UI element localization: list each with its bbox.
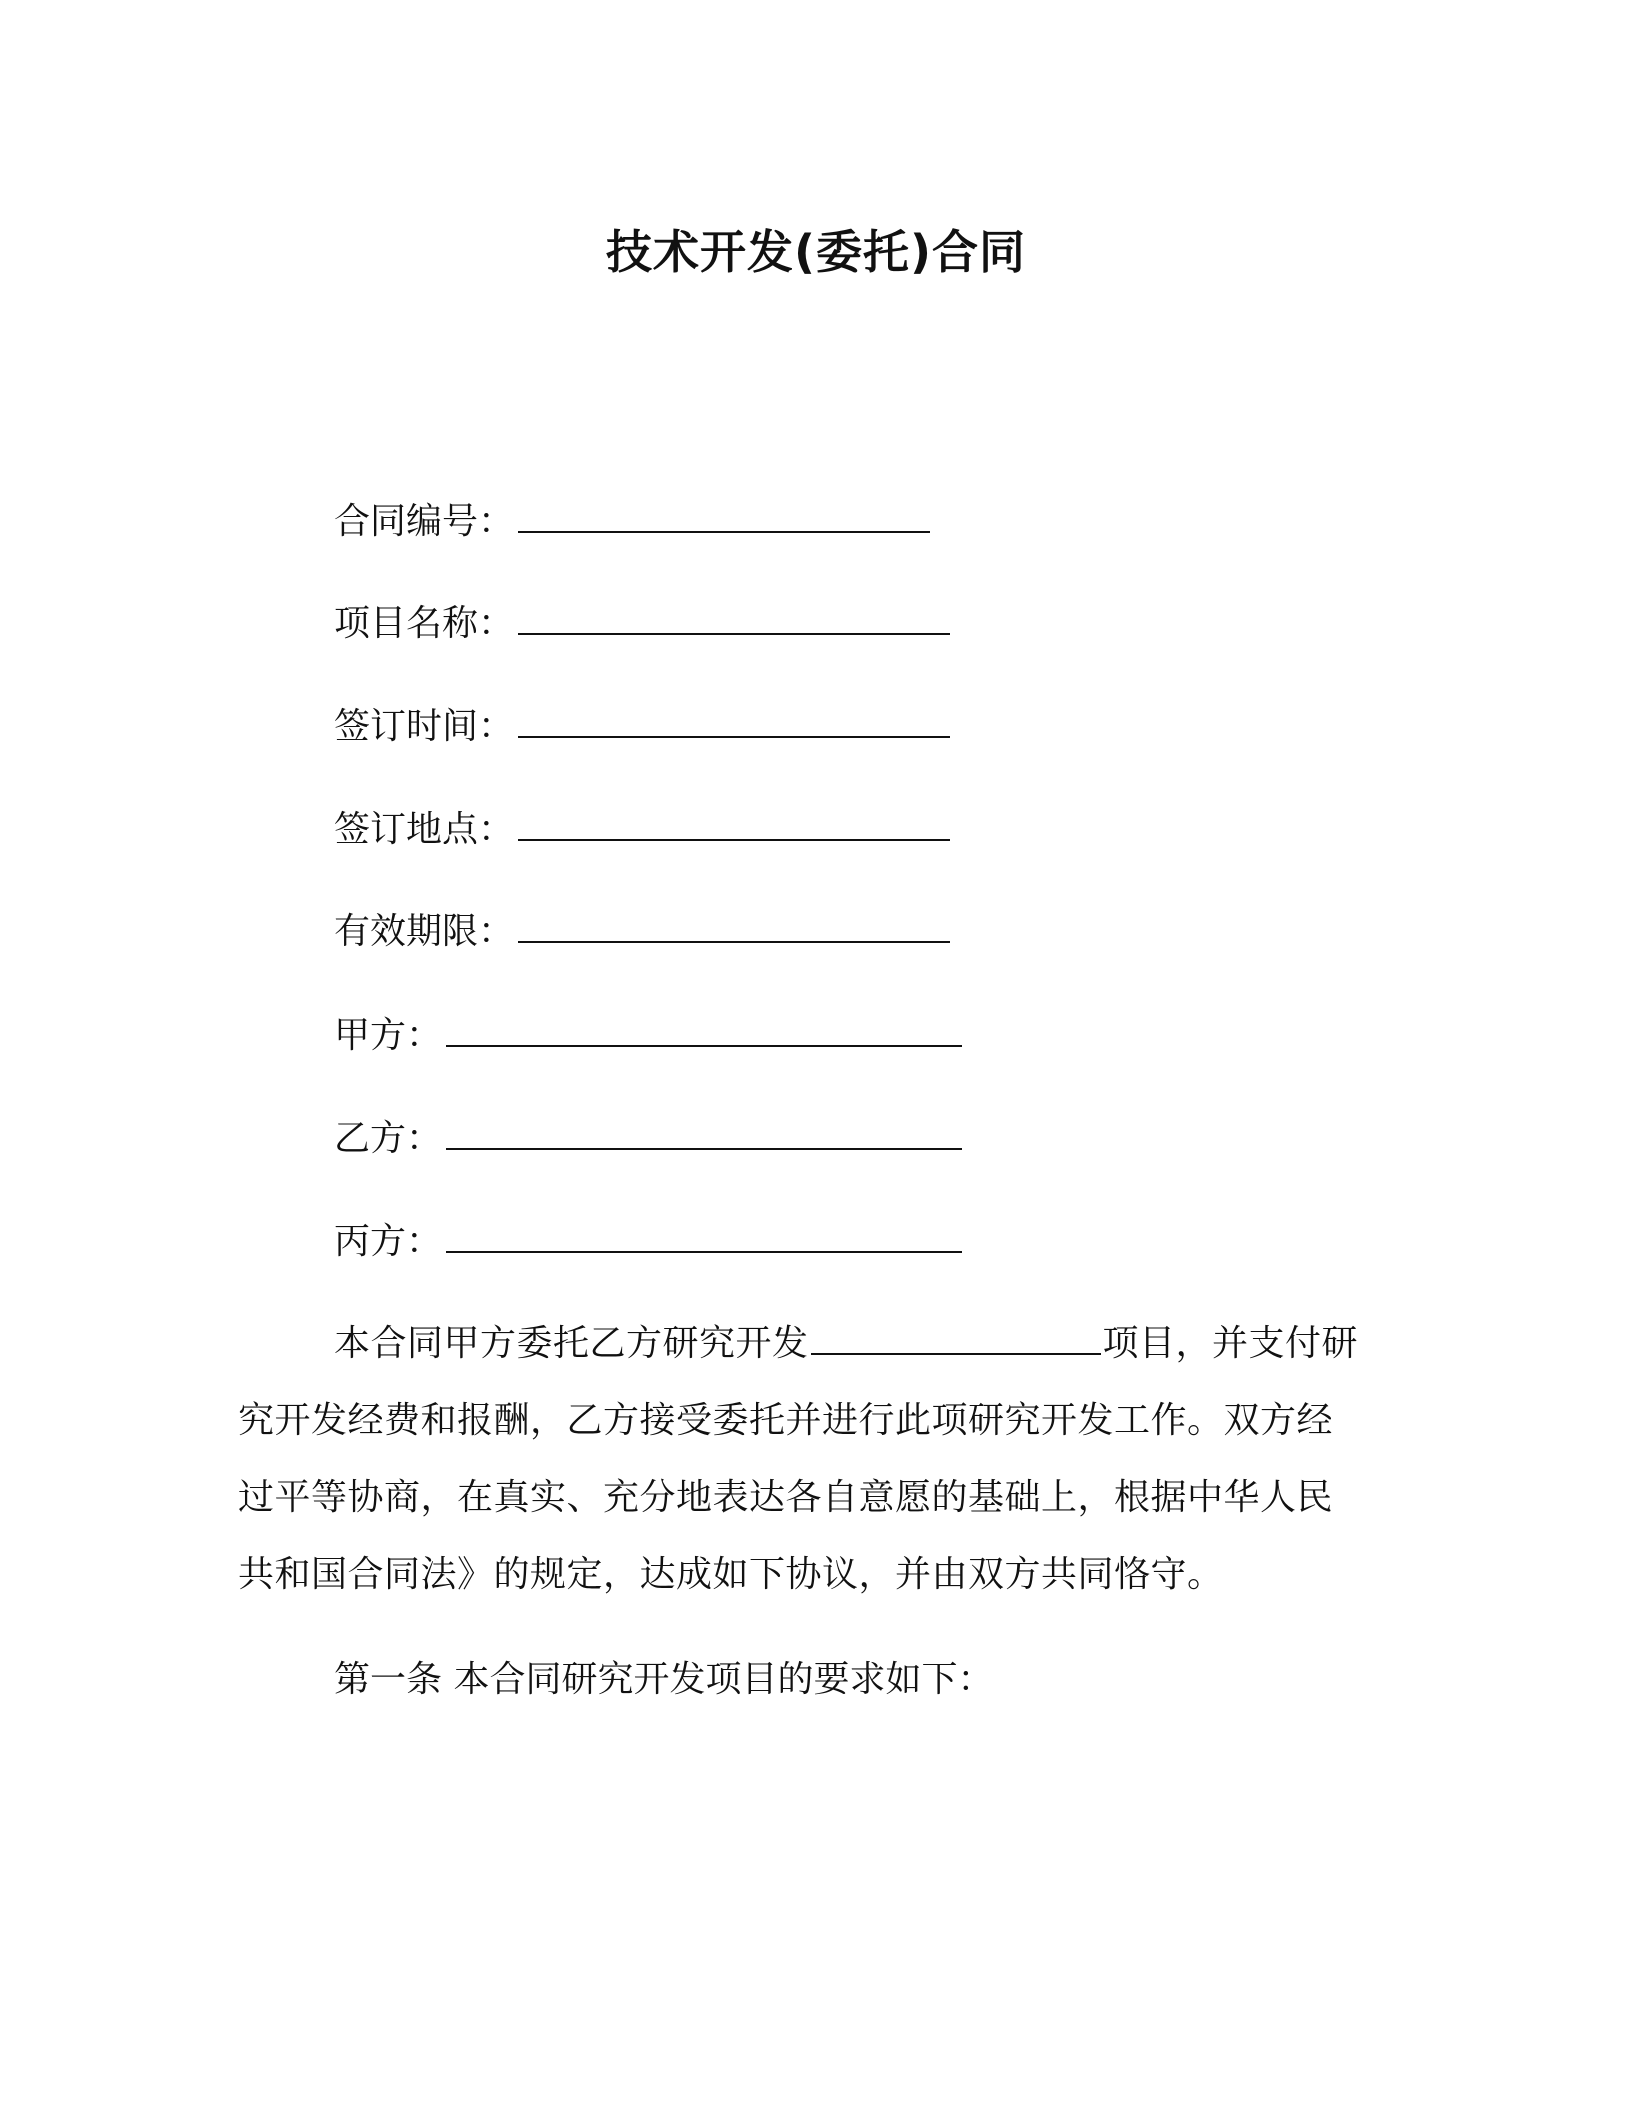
field-signing-place [334,806,950,854]
article-1-heading: 第一条 本合同研究开发项目的要求如下： [334,1659,994,1700]
field-label: 有效期限： [334,911,515,952]
blank-line [446,1118,962,1150]
field-label: 签订时间： [334,706,515,747]
field-contract-number [334,498,930,546]
document-title: 技术开发(委托)合同 [605,225,1027,279]
field-label: 丙方： [334,1221,443,1262]
blank-line [518,706,950,738]
field-label: 乙方： [334,1118,443,1159]
paragraph-line: 共和国合同法》的规定，达成如下协议，并由双方共同恪守。 [238,1554,1224,1595]
blank-line [811,1325,1101,1355]
paragraph-text: 项目，并支付研 [1102,1323,1359,1364]
blank-line [518,911,950,943]
field-party-b [334,1115,962,1163]
paragraph-line [238,1305,1388,1382]
blank-line [518,809,950,841]
blank-line [446,1221,962,1253]
blank-line [446,1015,962,1047]
field-signing-date [334,703,950,751]
paragraph-line: 过平等协商，在真实、充分地表达各自意愿的基础上，根据中华人民 [238,1477,1334,1518]
blank-line [518,501,930,533]
field-party-a [334,1012,962,1060]
field-label: 甲方： [334,1015,443,1056]
field-label: 签订地点： [334,809,515,850]
paragraph-text: 本合同甲方委托乙方研究开发 [334,1323,809,1364]
field-label: 合同编号： [334,501,515,542]
field-validity-period [334,908,950,956]
field-project-name [334,600,950,648]
paragraph-line: 究开发经费和报酬，乙方接受委托并进行此项研究开发工作。双方经 [238,1400,1334,1441]
field-label: 项目名称： [334,603,515,644]
field-party-c [334,1218,962,1266]
intro-paragraph [238,1305,1388,1613]
blank-line [518,603,950,635]
